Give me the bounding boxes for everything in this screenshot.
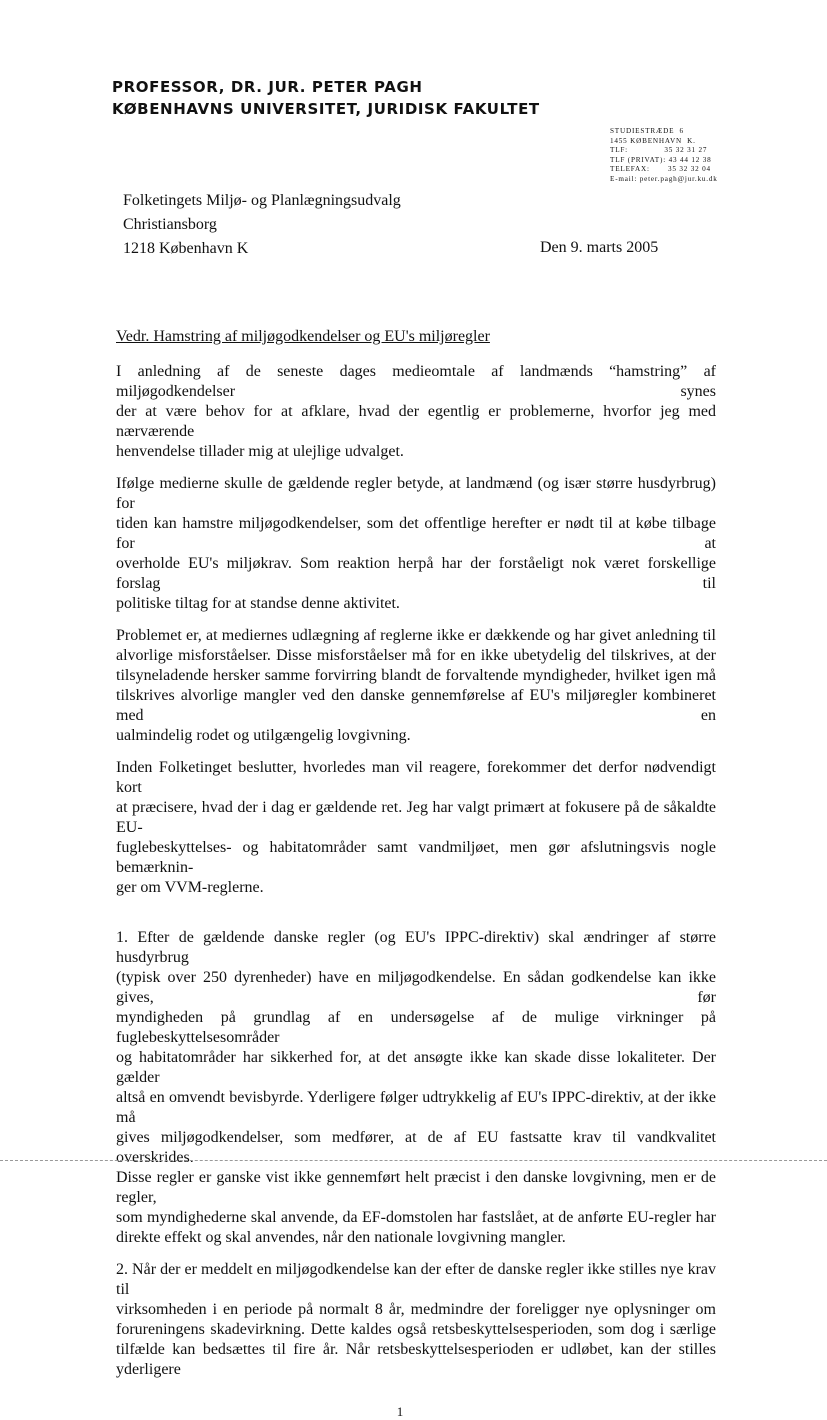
recipient-line: 1218 København K — [123, 240, 249, 257]
recipient-line: Christiansborg — [123, 216, 217, 233]
paragraph-line: henvendelse tillader mig at ulejlige udvalget. — [116, 443, 404, 460]
contact-phone: TLF: 35 32 31 27 — [610, 146, 708, 155]
page-number: 1 — [396, 1404, 404, 1419]
contact-phone-private: TLF (PRIVAT): 43 44 12 38 — [610, 155, 712, 164]
paragraph-line: Disse regler er ganske vist ikke gennemført helt præcist i den danske lovgivning, men er de regler, — [116, 1169, 716, 1206]
paragraph-line: at præcisere, hvad der i dag er gældende ret. Jeg har valgt primært at fokusere på de såkaldte EU- — [116, 799, 716, 836]
paragraph-line: tilskrives alvorlige mangler ved den danske gennemførelse af EU's miljøregler kombineret med en — [116, 687, 716, 724]
contact-city: 1455 KØBENHAVN K. — [610, 136, 696, 145]
paragraph-line: direkte effekt og skal anvendes, når den nationale lovgivning mangler. — [116, 1229, 566, 1246]
paragraph-line: ualmindelig rodet og utilgængelig lovgivning. — [116, 727, 411, 744]
paragraph-line: politiske tiltag for at standse denne aktivitet. — [116, 595, 400, 612]
contact-fax: TELEFAX: 35 32 32 04 — [610, 165, 711, 174]
letterhead-institution: KØBENHAVNS UNIVERSITET, JURIDISK FAKULTET — [112, 100, 540, 118]
paragraph-line: 2. Når der er meddelt en miljøgodkendelse kan der efter de danske regler ikke stilles nye krav til — [116, 1261, 716, 1298]
paragraph-line: tilsyneladende hersker samme forvirring blandt de forvaltende myndigheder, hvilket igen må — [116, 667, 716, 684]
paragraph-intro — [116, 362, 716, 462]
contact-block — [610, 127, 718, 185]
paragraph-line: tilfælde kan bedsættes til fire år. Når retsbeskyttelsesperioden er udløbet, kan der stilles yderligere — [116, 1341, 716, 1378]
paragraph-problem — [116, 626, 716, 746]
paragraph-line: som myndighederne skal anvende, da EF-domstolen har fastslået, at de anførte EU-regler har — [116, 1209, 716, 1226]
paragraph-line: fuglebeskyttelses- og habitatområder samt vandmiljøet, men gør afslutningsvis nogle bemærknin- — [116, 839, 716, 876]
paragraph-line: der at være behov for at afklare, hvad der egentlig er problemerne, hvorfor jeg med nærværende — [116, 403, 716, 440]
paragraph-line: Problemet er, at mediernes udlægning af reglerne ikke er dækkende og har givet anledning til — [116, 627, 716, 644]
paragraph-line: Inden Folketinget beslutter, hvorledes man vil reagere, forekommer det derfor nødvendigt kort — [116, 759, 716, 796]
paragraph-line: (typisk over 250 dyrenheder) have en miljøgodkendelse. En sådan godkendelse kan ikke gives, før — [116, 969, 716, 1006]
paragraph-point-1 — [116, 928, 716, 1248]
paragraph-point-2 — [116, 1260, 716, 1380]
paragraph-line: altså en omvendt bevisbyrde. Yderligere følger udtrykkelig af EU's IPPC-direktiv, at der ikke må — [116, 1089, 716, 1126]
paragraph-line: 1. Efter de gældende danske regler (og EU's IPPC-direktiv) skal ændringer af større husdyrbrug — [116, 929, 716, 966]
paragraph-media — [116, 474, 716, 614]
paragraph-line: I anledning af de seneste dages medieomtale af landmænds “hamstring” af miljøgodkendelser synes — [116, 363, 716, 400]
letter-subject: Vedr. Hamstring af miljøgodkendelser og EU's miljøregler — [116, 328, 490, 345]
paragraph-line: myndigheden på grundlag af en undersøgelse af de mulige virkninger på fuglebeskyttelsesområder — [116, 1009, 716, 1046]
page-edge-divider — [0, 1160, 827, 1161]
letterhead-name: PROFESSOR, DR. JUR. PETER PAGH — [112, 78, 423, 96]
recipient-address — [123, 189, 401, 261]
paragraph-line: overholde EU's miljøkrav. Som reaktion herpå har der forståeligt nok været forskellige forslag til — [116, 555, 716, 592]
paragraph-scope — [116, 758, 716, 898]
contact-email: E-mail: peter.pagh@jur.ku.dk — [610, 174, 718, 183]
recipient-line: Folketingets Miljø- og Planlægningsudvalg — [123, 192, 401, 209]
paragraph-line: Ifølge medierne skulle de gældende regler betyde, at landmænd (og især større husdyrbrug) for — [116, 475, 716, 512]
paragraph-line: og habitatområder har sikkerhed for, at det ansøgte ikke kan skade disse lokaliteter. Der gælder — [116, 1049, 716, 1086]
paragraph-line: alvorlige misforståelser. Disse misforståelser må for en ikke ubetydelig del tilskrives, at der — [116, 647, 716, 664]
paragraph-line: gives miljøgodkendelser, som medfører, at de af EU fastsatte krav til vandkvalitet overskrides. — [116, 1129, 716, 1166]
letter-date: Den 9. marts 2005 — [540, 239, 659, 256]
paragraph-line: ger om VVM-reglerne. — [116, 879, 264, 896]
letter-body — [116, 362, 716, 1420]
paragraph-line: virksomheden i en periode på normalt 8 år, medmindre der foreligger nye oplysninger om — [116, 1301, 716, 1318]
paragraph-line: tiden kan hamstre miljøgodkendelser, som det offentlige herefter er nødt til at købe tilbage for at — [116, 515, 716, 552]
paragraph-line: forureningens skadevirkning. Dette kaldes også retsbeskyttelsesperioden, som dog i særlige — [116, 1321, 716, 1338]
contact-address: STUDIESTRÆDE 6 — [610, 127, 684, 135]
